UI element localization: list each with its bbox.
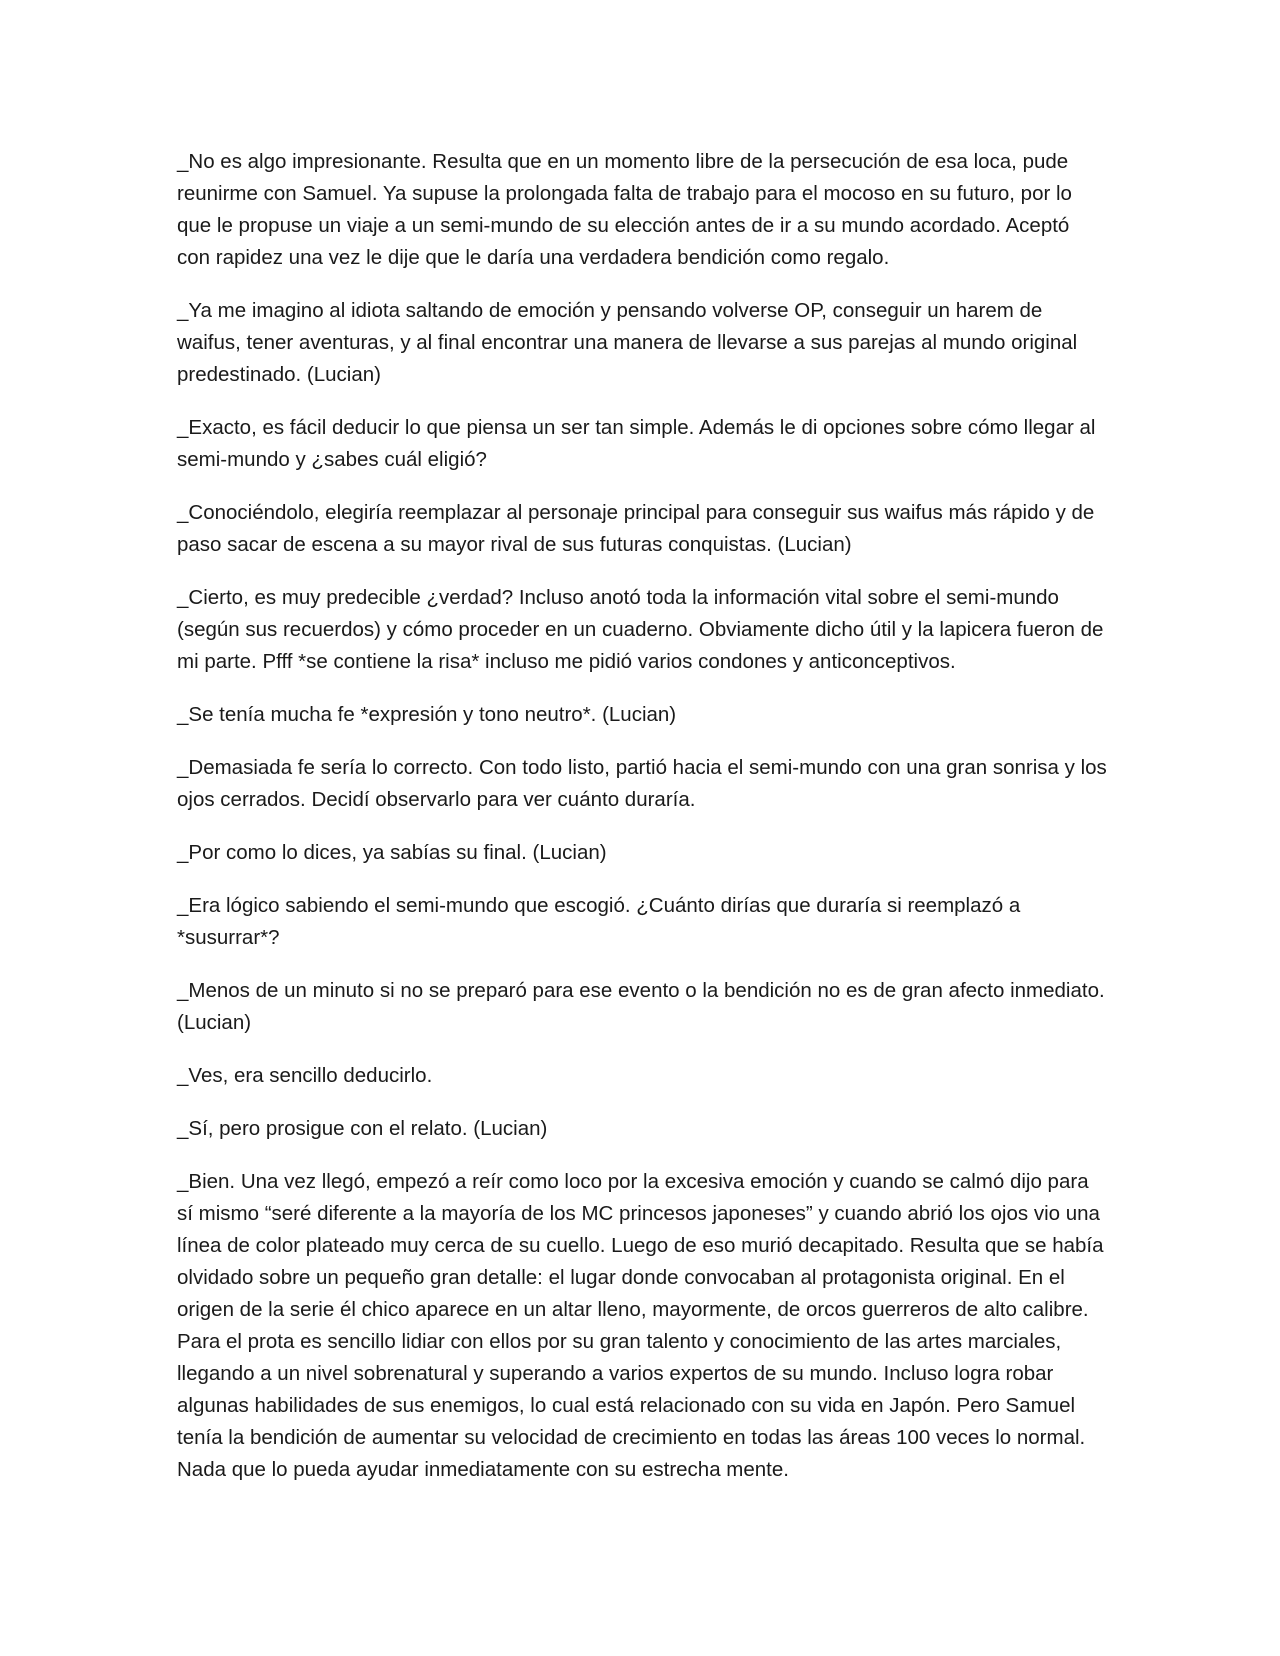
paragraph: _Conociéndolo, elegiría reemplazar al personaje principal para conseguir sus waifus más rápido y de paso sacar de escena a su mayor rival de sus futuras conquistas. (Lucian) <box>177 501 1095 556</box>
paragraph: _Exacto, es fácil deducir lo que piensa un ser tan simple. Además le di opciones sobre cómo llegar al semi-mundo y ¿sabes cuál eligió? <box>177 416 1096 471</box>
paragraph: _Sí, pero prosigue con el relato. (Lucian) <box>177 1117 548 1140</box>
paragraph: _No es algo impresionante. Resulta que en un momento libre de la persecución de esa loca, pude reunirme con Samuel. Ya supuse la prolongada falta de trabajo para el mocoso en su futuro, por lo que le propuse un viaje a un semi-mundo de su elección antes de ir a su mundo acordado. Aceptó con rapidez una vez le dije que le daría una verdadera bendición como regalo. <box>177 150 1072 269</box>
paragraph: _Menos de un minuto si no se preparó para ese evento o la bendición no es de gran afecto inmediato. (Lucian) <box>177 979 1105 1034</box>
paragraph: _Ya me imagino al idiota saltando de emoción y pensando volverse OP, conseguir un harem de waifus, tener aventuras, y al final encontrar una manera de llevarse a sus parejas al mundo original predestinado. (Lucian) <box>177 299 1078 386</box>
paragraph: _Demasiada fe sería lo correcto. Con todo listo, partió hacia el semi-mundo con una gran sonrisa y los ojos cerrados. Decidí observarlo para ver cuánto duraría. <box>177 756 1107 811</box>
paragraph: _Se tenía mucha fe *expresión y tono neutro*. (Lucian) <box>177 703 677 726</box>
paragraph: _Ves, era sencillo deducirlo. <box>177 1064 433 1087</box>
paragraph: _Bien. Una vez llegó, empezó a reír como loco por la excesiva emoción y cuando se calmó dijo para sí mismo “seré diferente a la mayoría de los MC princesos japoneses” y cuando abrió los ojos vio una línea de color plateado muy cerca de su cuello. Luego de eso murió decapitado. Resulta que se había olvidado sobre un pequeño gran detalle: el lugar donde convocaban al protagonista original. En el origen de la serie él chico aparece en un altar lleno, mayormente, de orcos guerreros de alto calibre. Para el prota es sencillo lidiar con ellos por su gran talento y conocimiento de las artes marciales, llegando a un nivel sobrenatural y superando a varios expertos de su mundo. Incluso logra robar algunas habilidades de sus enemigos, lo cual está relacionado con su vida en Japón. Pero Samuel tenía la bendición de aumentar su velocidad de crecimiento en todas las áreas 100 veces lo normal. Nada que lo pueda ayudar inmediatamente con su estrecha mente. <box>177 1170 1104 1481</box>
paragraph: _Cierto, es muy predecible ¿verdad? Incluso anotó toda la información vital sobre el semi-mundo (según sus recuerdos) y cómo proceder en un cuaderno. Obviamente dicho útil y la lapicera fueron de mi parte. Pfff *se contiene la risa* incluso me pidió varios condones y anticonceptivos. <box>177 586 1104 673</box>
paragraph: _Era lógico sabiendo el semi-mundo que escogió. ¿Cuánto dirías que duraría si reemplazó a *susurrar*? <box>177 894 1021 949</box>
document-body <box>177 146 1107 1507</box>
paragraph: _Por como lo dices, ya sabías su final. (Lucian) <box>177 841 607 864</box>
